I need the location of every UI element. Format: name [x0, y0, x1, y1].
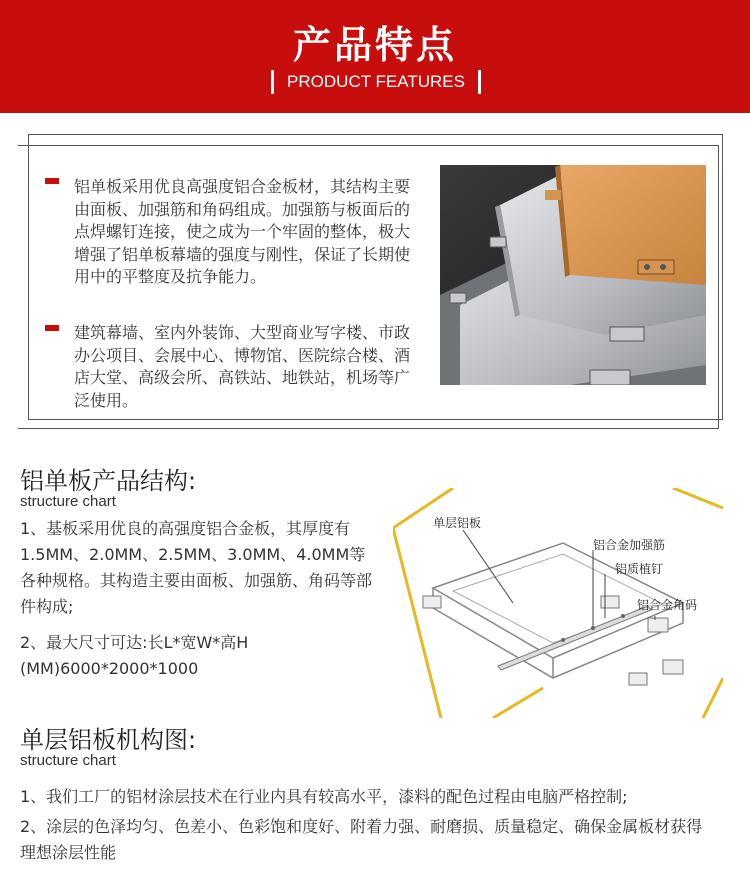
feature-paragraph-structure: 铝单板采用优良高强度铝合金板材，其结构主要由面板、加强筋和角码组成。加强筋与板面后的点焊螺钉连接，使之成为一个牢固的整体，极大增强了铝单板幕墙的强度与刚性，保证了长期使用中的平整度及抗争能力。 [74, 177, 411, 286]
aluminum-panel-photo [440, 165, 706, 385]
feature-paragraph-applications: 建筑幕墙、室内外装饰、大型商业写字楼、市政办公项目、会展中心、博物馆、医院综合楼、酒店大堂、高级会所、高铁站、地铁站，机场等广泛使用。 [74, 323, 411, 410]
single-layer-section-title: 单层铝板机构图: [20, 726, 197, 754]
structure-section-subtitle: structure chart [20, 493, 116, 510]
diagram-label-panel: 单层铝板 [433, 516, 482, 530]
structure-section-title: 铝单板产品结构: [20, 467, 197, 495]
bullet-marker-icon [45, 325, 59, 331]
single-layer-line-2: 2、涂层的色泽均匀、色差小、色彩饱和度好、附着力强、耐磨损、质量稳定、确保金属板材获得理想涂层性能 [20, 817, 703, 862]
page-title: 产品特点 [292, 23, 457, 67]
feature-box-accent [18, 145, 27, 429]
page-subtitle: PRODUCT FEATURES [271, 70, 481, 94]
diagram-label-stud: 铝质植钉 [615, 562, 664, 576]
header-banner [0, 0, 750, 113]
bullet-marker-icon [45, 178, 59, 184]
diagram-label-corner: 铝合金角码 [637, 598, 698, 612]
structure-spec-line-1: 1、基板采用优良的高强度铝合金板，其厚度有1.5MM、2.0MM、2.5MM、3.0MM、4.0MM等各种规格。其构造主要由面板、加强筋、角码等部件构成; [20, 519, 373, 616]
single-layer-section-subtitle: structure chart [20, 752, 116, 769]
aluminum-panel-image [440, 165, 706, 385]
single-layer-line-1: 1、我们工厂的铝材涂层技术在行业内具有较高水平，漆料的配色过程由电脑严格控制; [20, 787, 628, 806]
diagram-label-rib: 铝合金加强筋 [593, 538, 666, 552]
structure-diagram [393, 488, 723, 718]
structure-spec-line-2: 2、最大尺寸可达:长L*宽W*高H (MM)6000*2000*1000 [20, 633, 249, 678]
